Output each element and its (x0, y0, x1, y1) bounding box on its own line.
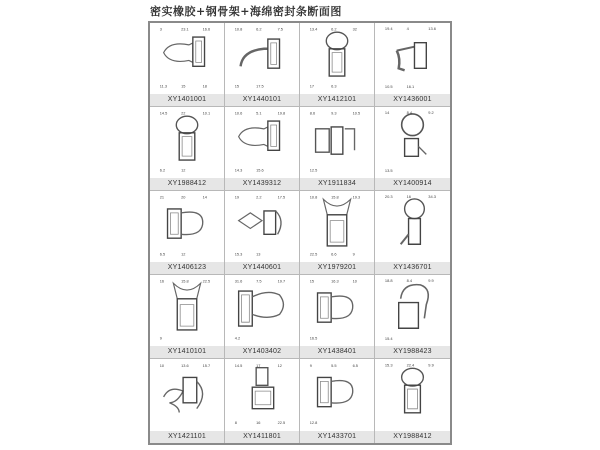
product-code-label: XY1401001 (150, 94, 224, 106)
seal-profile-drawing (225, 359, 299, 431)
svg-text:9: 9 (309, 362, 312, 368)
svg-text:9.3: 9.3 (331, 110, 337, 116)
svg-text:16.6: 16.6 (202, 26, 211, 32)
profile-cell (150, 191, 225, 275)
svg-text:21: 21 (159, 194, 165, 200)
svg-text:19.4: 19.4 (384, 25, 393, 31)
product-code-label: XY1988423 (375, 346, 450, 358)
svg-text:15: 15 (234, 83, 240, 89)
svg-text:17.5: 17.5 (277, 194, 286, 200)
svg-text:16.1: 16.1 (406, 84, 415, 90)
profile-cell (225, 359, 300, 443)
svg-text:6.5: 6.5 (159, 251, 166, 257)
svg-text:8.6: 8.6 (309, 110, 316, 116)
svg-text:5.1: 5.1 (256, 110, 262, 116)
svg-text:6.2: 6.2 (331, 26, 337, 32)
svg-text:15.7: 15.7 (202, 362, 211, 368)
svg-text:6.5: 6.5 (352, 362, 358, 368)
profile-cell (225, 23, 300, 107)
svg-text:6.3: 6.3 (331, 83, 337, 89)
product-code-label: XY1979201 (300, 262, 374, 274)
svg-text:6.2: 6.2 (256, 26, 262, 32)
svg-text:13.4: 13.4 (309, 26, 318, 32)
svg-text:10.6: 10.6 (234, 110, 243, 116)
svg-text:8.4: 8.4 (406, 277, 413, 283)
profile-cell (375, 23, 450, 107)
svg-text:22.5: 22.5 (202, 278, 211, 284)
seal-profile-drawing (225, 107, 299, 178)
profile-cell (300, 359, 375, 443)
product-code-label: XY1406123 (150, 262, 224, 274)
svg-text:7.5: 7.5 (277, 26, 283, 32)
svg-text:23.1: 23.1 (181, 26, 189, 32)
profile-cell (375, 359, 450, 443)
svg-text:12.8: 12.8 (309, 420, 318, 426)
profile-cell (300, 275, 375, 359)
product-code-label: XY1988412 (150, 178, 224, 190)
svg-text:13: 13 (256, 251, 261, 257)
svg-text:16: 16 (159, 278, 165, 284)
svg-text:17: 17 (309, 83, 315, 89)
svg-text:10.5: 10.5 (352, 110, 361, 116)
svg-text:15.6: 15.6 (256, 167, 264, 173)
svg-text:5.5: 5.5 (331, 362, 337, 368)
product-code-label: XY1436001 (375, 94, 450, 106)
product-code-label: XY1439312 (225, 178, 299, 190)
svg-text:9.9: 9.9 (428, 362, 434, 368)
svg-text:14: 14 (384, 109, 390, 115)
profile-cell (300, 23, 375, 107)
seal-profile-drawing (375, 23, 450, 94)
svg-text:6.6: 6.6 (331, 251, 337, 257)
seal-profile-drawing (300, 275, 374, 346)
product-code-label: XY1421101 (150, 431, 224, 443)
seal-profile-drawing (300, 23, 374, 94)
svg-text:10: 10 (352, 278, 357, 284)
svg-text:4: 4 (406, 25, 409, 31)
seal-profile-drawing (225, 23, 299, 94)
svg-text:13.6: 13.6 (181, 362, 189, 368)
svg-text:22.4: 22.4 (406, 362, 415, 368)
seal-profile-drawing (300, 191, 374, 262)
svg-text:15: 15 (309, 278, 315, 284)
profile-cell (225, 191, 300, 275)
svg-text:15.4: 15.4 (384, 336, 393, 342)
svg-text:9.2: 9.2 (428, 109, 434, 115)
svg-text:15: 15 (181, 83, 186, 89)
page-title: 密实橡胶+钢骨架+海绵密封条断面图 (150, 5, 342, 18)
svg-text:14: 14 (202, 194, 207, 200)
svg-text:9: 9 (352, 251, 355, 257)
profile-cell (375, 275, 450, 359)
product-code-label: XY1988412 (375, 431, 450, 443)
svg-text:2.2: 2.2 (256, 194, 262, 200)
svg-text:9: 9 (159, 335, 162, 341)
seal-profile-drawing (300, 359, 374, 431)
seal-profile-drawing (150, 359, 224, 431)
product-code-label: XY1911834 (300, 178, 374, 190)
svg-text:20.3: 20.3 (384, 193, 393, 199)
svg-text:13.6: 13.6 (428, 25, 436, 31)
svg-text:13.5: 13.5 (384, 168, 393, 174)
product-code-label: XY1440601 (225, 262, 299, 274)
svg-text:8: 8 (234, 420, 237, 426)
product-code-label: XY1440101 (225, 94, 299, 106)
profile-cell (150, 359, 225, 443)
svg-text:16: 16 (406, 193, 411, 199)
svg-text:15.3: 15.3 (384, 362, 393, 368)
seal-profile-drawing (150, 191, 224, 262)
svg-text:34.3: 34.3 (428, 193, 436, 199)
svg-text:18: 18 (202, 83, 207, 89)
svg-text:11.3: 11.3 (159, 83, 168, 89)
product-code-label: XY1403402 (225, 346, 299, 358)
svg-text:14.3: 14.3 (234, 167, 243, 173)
seal-profile-drawing (300, 107, 374, 178)
product-code-label: XY1400914 (375, 178, 450, 190)
product-code-label: XY1412101 (300, 94, 374, 106)
svg-text:14.5: 14.5 (159, 110, 168, 116)
svg-text:6.2: 6.2 (159, 167, 166, 173)
svg-text:10.1: 10.1 (202, 110, 211, 116)
svg-text:14.5: 14.5 (234, 362, 243, 368)
seal-profile-drawing (225, 191, 299, 262)
svg-text:10: 10 (159, 362, 165, 368)
svg-text:10.5: 10.5 (384, 84, 393, 90)
seal-profile-drawing (150, 107, 224, 178)
svg-text:22.5: 22.5 (309, 251, 318, 257)
svg-text:12: 12 (277, 362, 282, 368)
svg-text:16: 16 (256, 420, 261, 426)
svg-text:8.4: 8.4 (406, 109, 413, 115)
svg-text:12: 12 (181, 167, 186, 173)
svg-text:19.8: 19.8 (277, 110, 286, 116)
seal-profile-drawing (375, 275, 450, 346)
product-code-label: XY1410101 (150, 346, 224, 358)
svg-text:10.8: 10.8 (234, 26, 243, 32)
svg-text:31.6: 31.6 (234, 278, 243, 284)
svg-text:15.8: 15.8 (331, 194, 339, 200)
svg-text:15.8: 15.8 (181, 278, 189, 284)
svg-text:16.5: 16.5 (309, 335, 318, 341)
product-code-label: XY1433701 (300, 431, 374, 443)
svg-text:20: 20 (181, 194, 186, 200)
svg-text:17.5: 17.5 (256, 83, 264, 89)
profile-grid (148, 21, 452, 445)
svg-text:17: 17 (256, 362, 261, 368)
profile-cell (300, 107, 375, 191)
seal-profile-drawing (225, 275, 299, 346)
profile-cell (150, 23, 225, 107)
seal-profile-drawing (375, 191, 450, 262)
svg-text:16.3: 16.3 (331, 278, 339, 284)
svg-text:19: 19 (234, 194, 240, 200)
seal-profile-drawing (375, 359, 450, 431)
svg-text:18.8: 18.8 (384, 277, 393, 283)
svg-text:19.7: 19.7 (277, 278, 286, 284)
seal-profile-drawing (150, 275, 224, 346)
svg-text:3: 3 (159, 26, 162, 32)
svg-text:7.5: 7.5 (256, 278, 262, 284)
svg-text:12.5: 12.5 (309, 167, 318, 173)
svg-text:22.5: 22.5 (277, 420, 286, 426)
product-code-label: XY1436701 (375, 262, 450, 274)
svg-text:12: 12 (181, 251, 186, 257)
svg-text:22: 22 (181, 110, 186, 116)
product-code-label: XY1411801 (225, 431, 299, 443)
svg-text:19.3: 19.3 (352, 194, 361, 200)
svg-text:15.3: 15.3 (234, 251, 243, 257)
svg-text:10.8: 10.8 (309, 194, 318, 200)
profile-cell (150, 275, 225, 359)
svg-text:4.2: 4.2 (234, 335, 241, 341)
profile-cell (225, 275, 300, 359)
svg-text:9.9: 9.9 (428, 277, 434, 283)
svg-text:32: 32 (352, 26, 357, 32)
profile-cell (375, 191, 450, 275)
product-code-label: XY1438401 (300, 346, 374, 358)
seal-profile-drawing (375, 107, 450, 178)
profile-cell (225, 107, 300, 191)
seal-profile-drawing (150, 23, 224, 94)
profile-cell (150, 107, 225, 191)
profile-cell (375, 107, 450, 191)
profile-cell (300, 191, 375, 275)
